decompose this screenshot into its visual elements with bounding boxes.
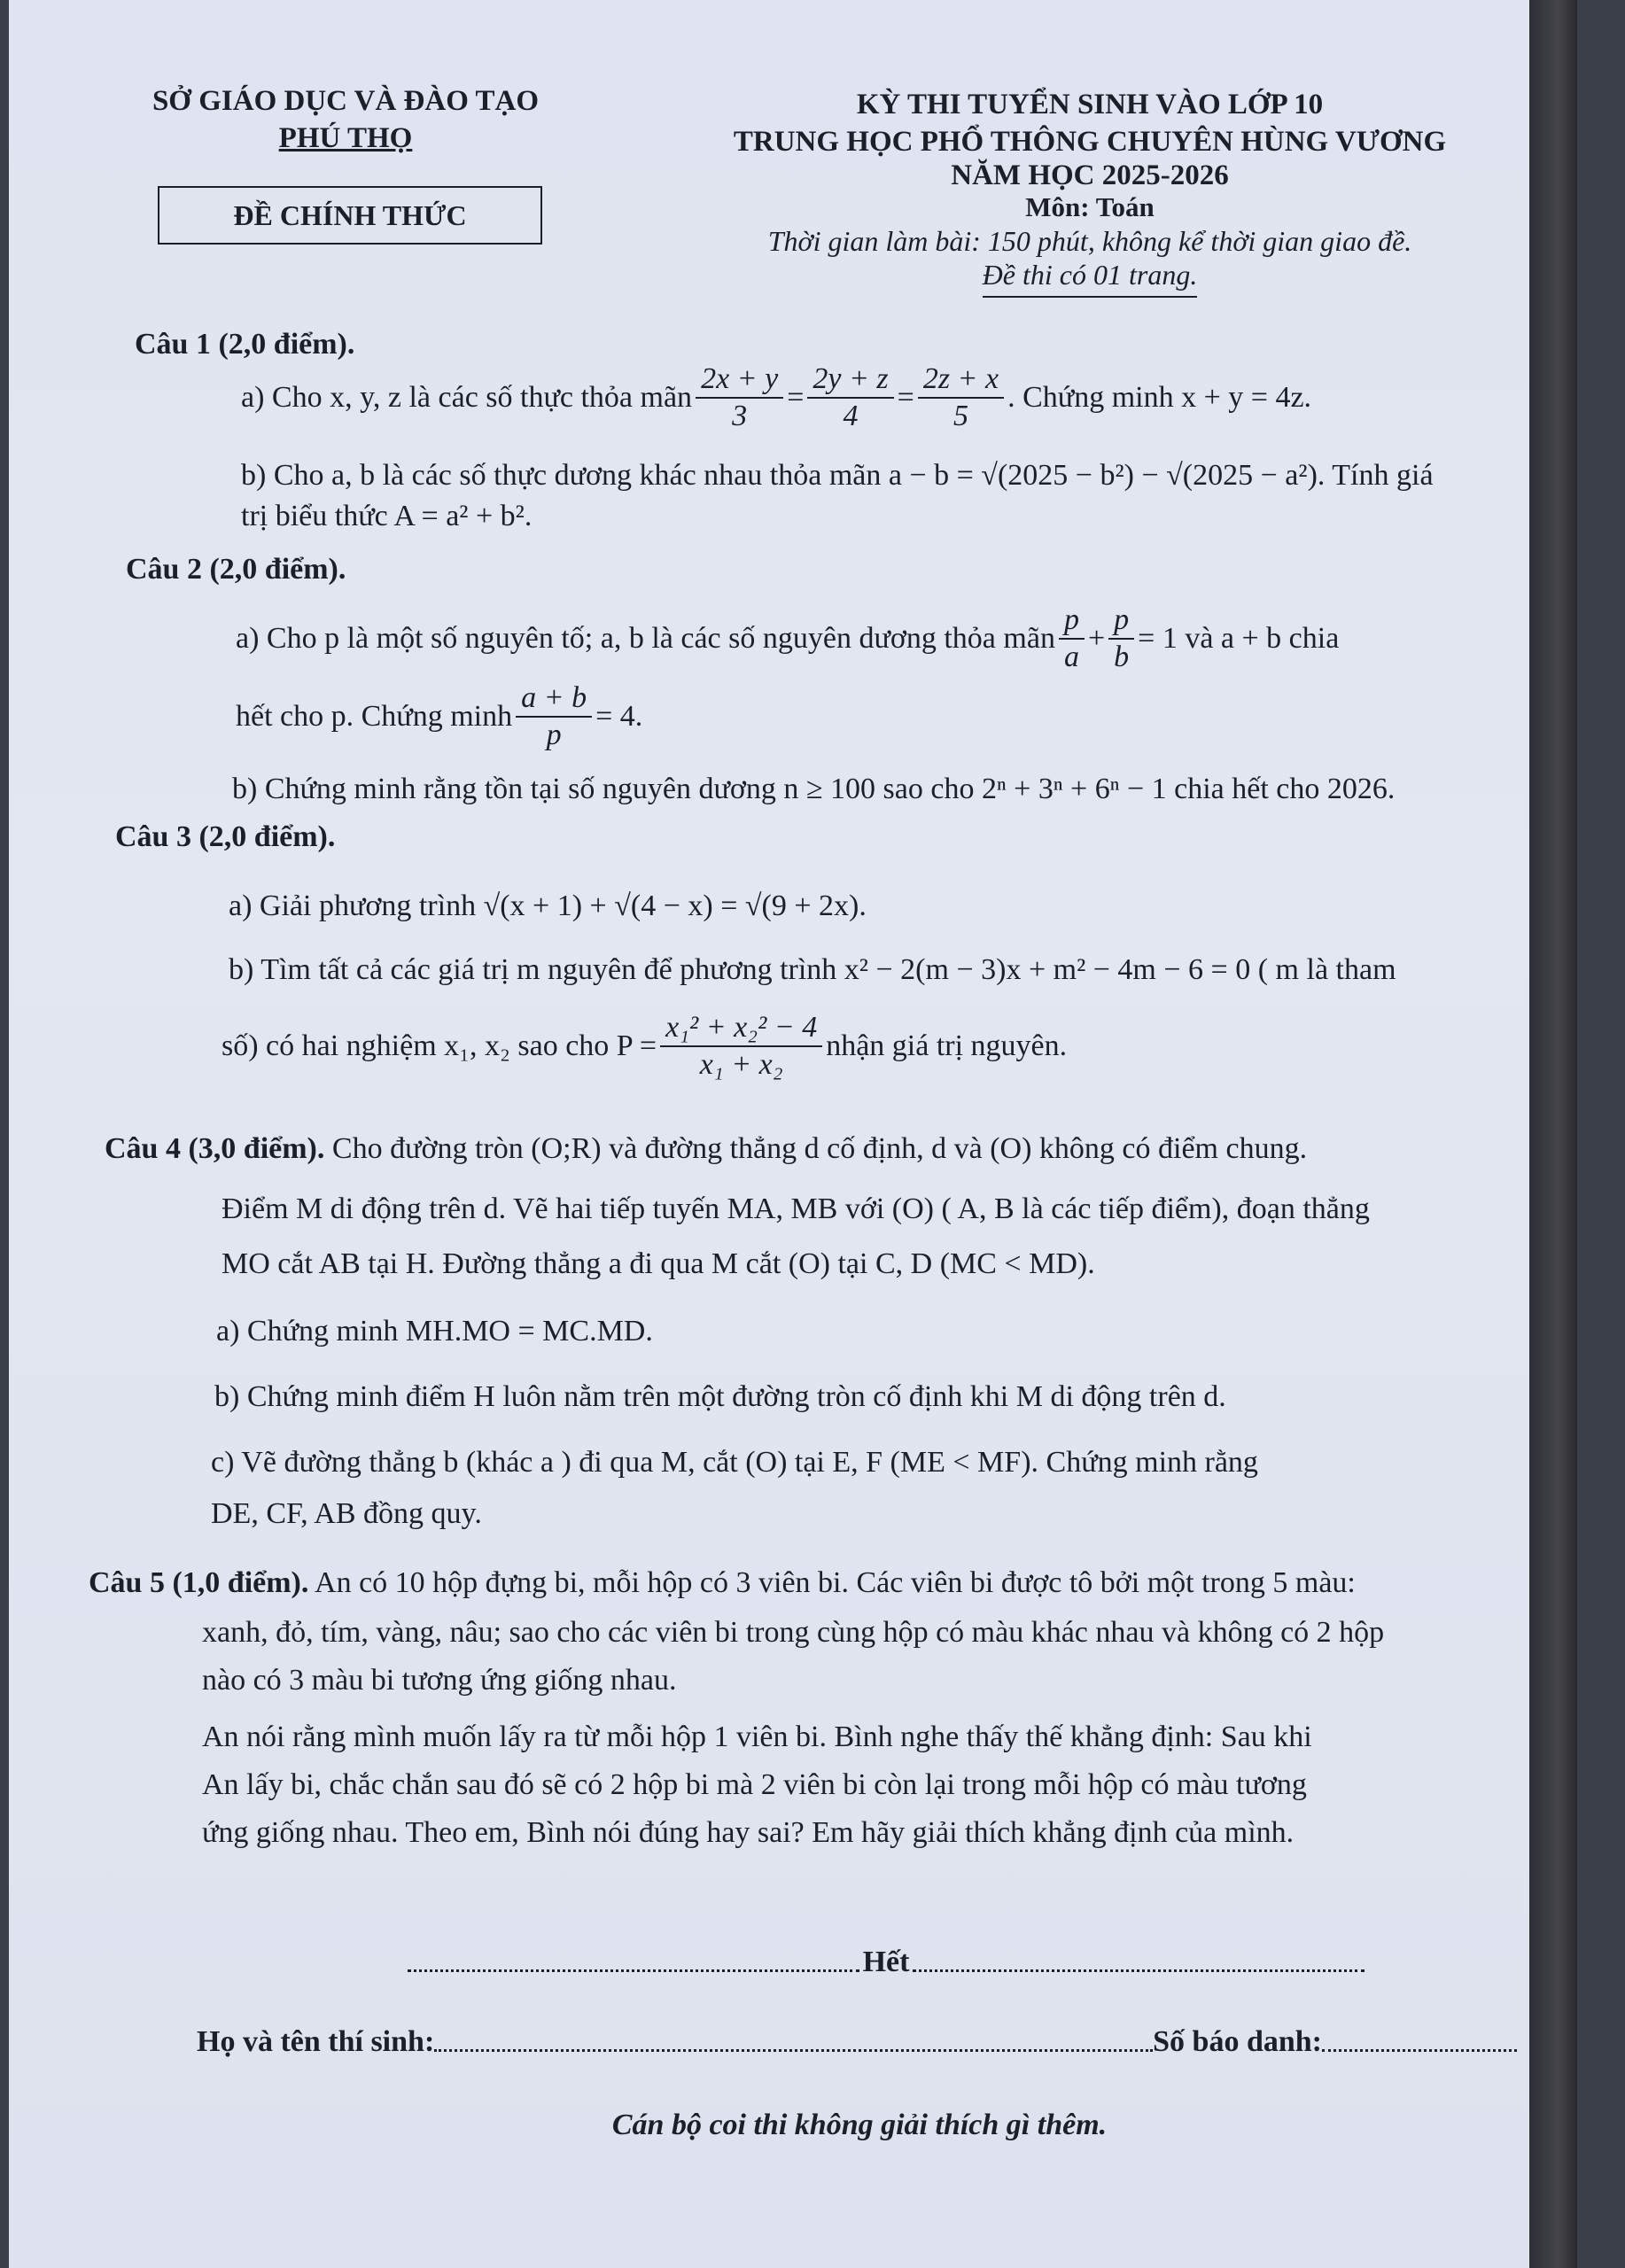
exam-year: NĂM HỌC 2025-2026 [951, 159, 1229, 191]
q1-a-f3-num: 2z + x [918, 361, 1004, 399]
page-edge-shadow [1529, 0, 1577, 2268]
q5-title: Câu 5 (1,0 điểm). [89, 1566, 309, 1599]
end-text: Hết [862, 1946, 910, 1978]
candidate-info [197, 2025, 1517, 2059]
q2-a-line2-end: = 4. [595, 700, 643, 733]
q4-b: b) Chứng minh điểm H luôn nằm trên một đường tròn cố định khi M di động trên d. [214, 1380, 1226, 1413]
dept-line1: SỞ GIÁO DỤC VÀ ĐÀO TẠO [152, 85, 540, 117]
q1-b-line2: trị biểu thức A = a² + b². [241, 500, 533, 532]
q1-a-fraction-3 [918, 361, 1004, 434]
q2-a-f1-den: a [1063, 641, 1079, 673]
q1-a-text1: a) Cho x, y, z là các số thực thỏa mãn [241, 381, 693, 414]
exam-title-line2: TRUNG HỌC PHỔ THÔNG CHUYÊN HÙNG VƯƠNG [733, 126, 1447, 158]
q2-a-f1-num: p [1059, 602, 1085, 640]
exam-subject: Môn: Toán [1025, 191, 1155, 222]
q5-line4: An nói rằng mình muốn lấy ra từ mỗi hộp 1 viên bi. Bình nghe thấy thế khẳng định: Sau khi [202, 1720, 1312, 1753]
q2-a-line2 [236, 680, 1538, 753]
q2-a-f2-den: b [1114, 641, 1130, 673]
q2-a-f2-num: p [1108, 602, 1134, 640]
name-label: Họ và tên thí sinh: [197, 2025, 435, 2058]
exam-paper [9, 0, 1577, 2268]
q1-a: a) Cho x, y, z là các số thực thỏa mãn $\frac{2x + y}{3}$ = $\frac{2y + z}{4}$ = $\frac{2z + x}{5}$ . Chứng minh x + y = 4z. [241, 362, 1312, 432]
q2-a-line1: a) Cho p là một số nguyên tố; a, b là các số nguyên dương thỏa mãn $\frac{p}{a}$ + $\frac{p}{b}$ = 1 và a + b chia [236, 603, 1340, 673]
end-dots-right [913, 1969, 1365, 1972]
q4-line1 [105, 1127, 1558, 1171]
q1-a-fraction-2 [807, 361, 893, 434]
q1-title: Câu 1 (2,0 điểm). [135, 328, 355, 361]
q2-a-fraction-2 [1108, 602, 1134, 675]
dept-line2: PHÚ THỌ [278, 122, 413, 154]
exam-time: Thời gian làm bài: 150 phút, không kể thời gian giao đề. [767, 225, 1412, 257]
q5-line1 [89, 1561, 1559, 1605]
end-marker [408, 1946, 1365, 1979]
exam-title-line1: KỲ THI TUYỂN SINH VÀO LỚP 10 [856, 89, 1324, 120]
q3-b-fraction [660, 1010, 822, 1083]
q1-b-line1: b) Cho a, b là các số thực dương khác nhau thỏa mãn a − b = √(2025 − b²) − √(2025 − a²). Tính giá [241, 459, 1434, 492]
q3-b-line2 [222, 1010, 1542, 1083]
q4-a: a) Chứng minh MH.MO = MC.MD. [216, 1315, 653, 1348]
q2-title: Câu 2 (2,0 điểm). [126, 553, 346, 586]
q2-a-text1: a) Cho p là một số nguyên tố; a, b là các số nguyên dương thỏa mãn [236, 622, 1055, 655]
id-field [1322, 2049, 1517, 2052]
q2-a-text2: = 1 và a + b chia [1138, 622, 1340, 655]
q2-a-line2-text: hết cho p. Chứng minh [236, 700, 513, 733]
q1-a-f1-den: 3 [732, 400, 748, 432]
q3-b-line1: b) Tìm tất cả các giá trị m nguyên để phương trình x² − 2(m − 3)x + m² − 4m − 6 = 0 ( m là tham [229, 953, 1396, 986]
end-dots-left [408, 1969, 859, 1972]
q4-line2: Điểm M di động trên d. Vẽ hai tiếp tuyến MA, MB với (O) ( A, B là các tiếp điểm), đoạn thẳng [222, 1192, 1370, 1225]
q2-b: b) Chứng minh rằng tồn tại số nguyên dương n ≥ 100 sao cho 2ⁿ + 3ⁿ + 6ⁿ − 1 chia hết cho 2026. [232, 773, 1396, 805]
q3-a: a) Giải phương trình √(x + 1) + √(4 − x) = √(9 + 2x). [229, 889, 867, 922]
official-badge: ĐỀ CHÍNH THỨC [158, 186, 542, 245]
q2-a-fraction-1 [1059, 602, 1085, 675]
exam-pages-text: Đề thi có 01 trang. [983, 259, 1198, 298]
q2-a-fraction-3 [516, 680, 592, 753]
q2-a-f3-den: p [546, 718, 562, 751]
q3-title: Câu 3 (2,0 điểm). [115, 820, 336, 853]
q5-line6: ứng giống nhau. Theo em, Bình nói đúng hay sai? Em hãy giải thích khẳng định của mình. [202, 1816, 1295, 1849]
q1-a-f3-den: 5 [952, 400, 968, 432]
q1-a-f2-den: 4 [843, 400, 859, 432]
q1-a-fraction-1 [696, 361, 783, 434]
q3-b-f-den: x₁ + x₂ [699, 1048, 783, 1081]
q4-title: Câu 4 (3,0 điểm). [105, 1132, 325, 1165]
proctor-note: Cán bộ coi thi không giải thích gì thêm. [611, 2109, 1108, 2141]
name-field [434, 2049, 1153, 2052]
q5-line1-text: An có 10 hộp đựng bi, mỗi hộp có 3 viên bi. Các viên bi được tô bởi một trong 5 màu: [315, 1566, 1356, 1599]
q4-c-line2: DE, CF, AB đồng quy. [211, 1497, 482, 1530]
exam-pages [647, 259, 1533, 291]
q5-line5: An lấy bi, chắc chắn sau đó sẽ có 2 hộp bi mà 2 viên bi còn lại trong mỗi hộp có màu tương [202, 1768, 1307, 1801]
q1-a-f1-num: 2x + y [696, 361, 783, 399]
q3-b-f-num: x₁² + x₂² − 4 [660, 1010, 822, 1047]
q2-a-f3-num: a + b [516, 680, 592, 718]
q3-b-line2-end: nhận giá trị nguyên. [826, 1029, 1068, 1062]
q4-line3: MO cắt AB tại H. Đường thẳng a đi qua M cắt (O) tại C, D (MC < MD). [222, 1247, 1095, 1280]
id-label: Số báo danh: [1153, 2025, 1322, 2058]
q5-line3: nào có 3 màu bi tương ứng giống nhau. [202, 1664, 677, 1697]
q4-c-line1: c) Vẽ đường thẳng b (khác a ) đi qua M, cắt (O) tại E, F (ME < MF). Chứng minh rằng [211, 1446, 1258, 1479]
q4-line1-text: Cho đường tròn (O;R) và đường thẳng d cố định, d và (O) không có điểm chung. [331, 1132, 1308, 1165]
q1-a-f2-num: 2y + z [807, 361, 893, 399]
q3-b-line2-text: số) có hai nghiệm x₁, x₂ sao cho P = [222, 1029, 657, 1062]
q5-line2: xanh, đỏ, tím, vàng, nâu; sao cho các viên bi trong cùng hộp có màu khác nhau và không có 2 hộp [202, 1616, 1385, 1649]
q1-a-text2: . Chứng minh x + y = 4z. [1007, 381, 1312, 414]
